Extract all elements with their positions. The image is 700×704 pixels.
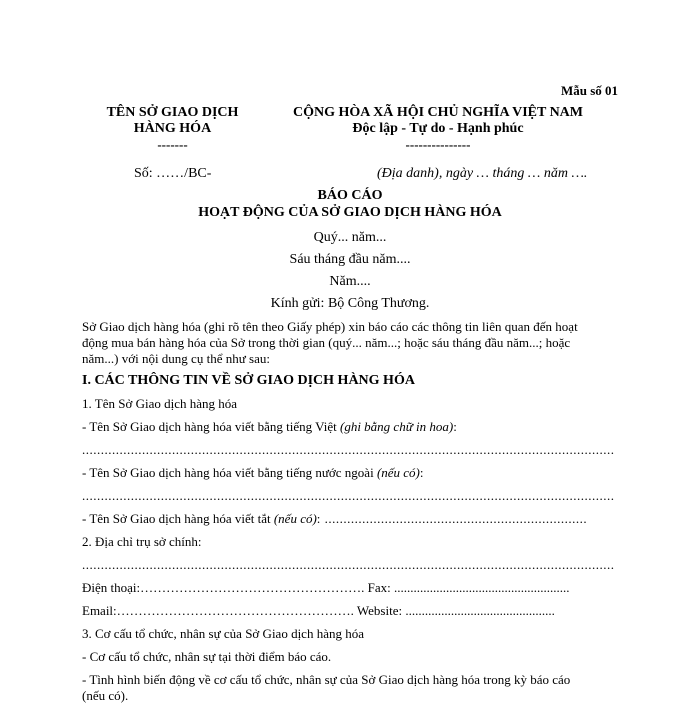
country-name: CỘNG HÒA XÃ HỘI CHỦ NGHĨA VIỆT NAM — [292, 105, 583, 120]
report-number: Số: ……/BC- — [134, 166, 212, 181]
short-name-note: (nếu có) — [273, 511, 317, 526]
national-motto: Độc lập - Tự do - Hạnh phúc — [352, 121, 524, 136]
foreign-name-fill-line: .............................................................................................................................................. — [82, 488, 615, 503]
agency-rule: ------- — [157, 137, 188, 152]
report-title-line1: BÁO CÁO — [317, 188, 383, 203]
period-half-year: Sáu tháng đầu năm.... — [289, 252, 411, 267]
report-title-line2: HOẠT ĐỘNG CỦA SỞ GIAO DỊCH HÀNG HÓA — [198, 205, 502, 220]
intro-line1: Sở Giao dịch hàng hóa (ghi rõ tên theo Giấy phép) xin báo cáo các thông tin liên quan đến hoạt — [82, 319, 578, 334]
vn-name-fill-line: .............................................................................................................................................. — [82, 442, 615, 457]
vn-name-colon: : — [453, 419, 457, 434]
period-year: Năm.... — [329, 274, 371, 289]
place-date — [377, 166, 587, 182]
intro-line3: năm...) với nội dung cụ thể như sau: — [82, 351, 270, 366]
form-code: Mẫu số 01 — [560, 83, 618, 98]
short-name-text: - Tên Sở Giao dịch hàng hóa viết tắt — [82, 511, 274, 526]
short-name-fill: : ...................................................................... — [316, 511, 588, 526]
vn-name-note: (ghi bằng chữ in hoa) — [339, 419, 454, 434]
foreign-name-label — [82, 465, 424, 481]
item2-heading: 2. Địa chỉ trụ sở chính: — [82, 534, 202, 549]
address-fill-line: .............................................................................................................................................. — [82, 557, 615, 572]
short-name-label — [82, 511, 587, 527]
vn-name-text: - Tên Sở Giao dịch hàng hóa viết bằng tiếng Việt — [82, 419, 340, 434]
foreign-name-colon: : — [419, 465, 424, 480]
org-change-line2: (nếu có). — [82, 688, 129, 703]
place-name: (Địa danh) — [377, 166, 439, 181]
agency-name-line1: TÊN SỞ GIAO DỊCH — [106, 105, 239, 120]
date-text: , ngày … tháng … năm …. — [438, 166, 588, 181]
phone-fax-line: Điện thoại:……………………………………………. Fax: ...................................................... — [82, 580, 570, 595]
item1-heading: 1. Tên Sở Giao dịch hàng hóa — [82, 396, 238, 411]
foreign-name-note: (nếu có) — [376, 465, 420, 480]
section1-heading: I. CÁC THÔNG TIN VỀ SỞ GIAO DỊCH HÀNG HÓA — [82, 373, 415, 388]
foreign-name-text: - Tên Sở Giao dịch hàng hóa viết bằng tiếng nước ngoài — [82, 465, 377, 480]
motto-rule: --------------- — [405, 137, 471, 152]
recipient: Kính gửi: Bộ Công Thương. — [270, 296, 430, 311]
email-website-line: Email:………………………………………………. Website: .............................................. — [82, 603, 555, 618]
intro-line2: động mua bán hàng hóa của Sở trong thời gian (quý... năm...; hoặc sáu tháng đầu năm...; hoặc — [82, 335, 571, 350]
period-quarter: Quý... năm... — [313, 230, 387, 245]
vn-name-label — [82, 419, 457, 435]
org-current: - Cơ cấu tổ chức, nhân sự tại thời điểm báo cáo. — [82, 649, 332, 664]
org-change-line1: - Tình hình biến động về cơ cấu tổ chức, nhân sự của Sở Giao dịch hàng hóa trong kỳ báo cáo — [82, 672, 571, 687]
agency-name-line2: HÀNG HÓA — [133, 121, 212, 136]
item3-heading: 3. Cơ cấu tổ chức, nhân sự của Sở Giao dịch hàng hóa — [82, 626, 364, 641]
